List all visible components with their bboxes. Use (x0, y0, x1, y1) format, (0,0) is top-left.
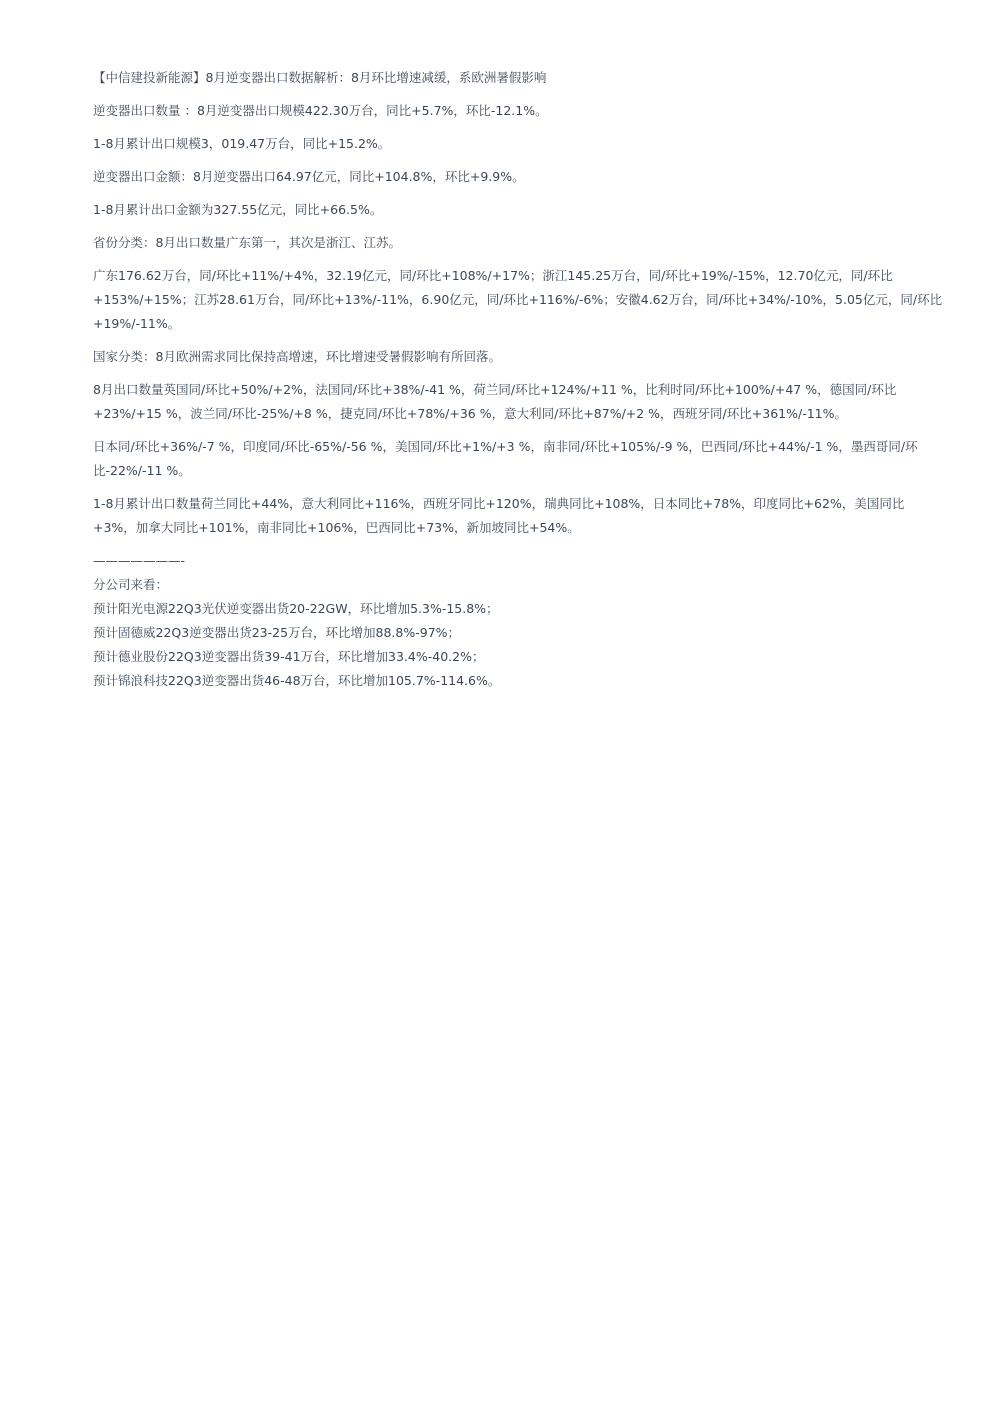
paragraph-cumulative-quantity: 1-8月累计出口规模3，019.47万台，同比+15.2%。 (93, 136, 391, 151)
paragraph-country-summary: 国家分类：8月欧洲需求同比保持高增速，环比增速受暑假影响有所回落。 (93, 349, 501, 364)
company-line-sungrow: 预计阳光电源22Q3光伏逆变器出货20-22GW，环比增加5.3%-15.8%； (93, 601, 499, 616)
company-line-ginlong: 预计锦浪科技22Q3逆变器出货46-48万台，环比增加105.7%-114.6%。 (93, 673, 501, 688)
company-line-deye: 预计德业股份22Q3逆变器出货39-41万台，环比增加33.4%-40.2%； (93, 649, 485, 664)
document-title: 【中信建投新能源】8月逆变器出口数据解析：8月环比增速减缓，系欧洲暑假影响 (93, 70, 547, 85)
company-heading: 分公司来看： (93, 577, 169, 592)
company-line-goodwe: 预计固德威22Q3逆变器出货23-25万台，环比增加88.8%-97%； (93, 625, 461, 640)
paragraph-export-value: 逆变器出口金额：8月逆变器出口64.97亿元，同比+104.8%，环比+9.9%。 (93, 169, 525, 184)
paragraph-europe-detail: 8月出口数量英国同/环比+50%/+2%，法国同/环比+38%/-41 %，荷兰同/环比+124%/+11 %，比利时同/环比+100%/+47 %，德国同/环比+23%/+15 %，波兰同/环比-25%/+8 %，捷克同/环比+78%/+36 %，意大利同/环比+87%/+2 %，西班牙同/环比+361%/-11%。 (93, 382, 897, 421)
section-divider: ———————- (93, 553, 186, 568)
document-body (93, 66, 943, 693)
paragraph-other-countries-detail: 日本同/环比+36%/-7 %，印度同/环比-65%/-56 %，美国同/环比+1%/+3 %，南非同/环比+105%/-9 %，巴西同/环比+44%/-1 %，墨西哥同/环比-22%/-11 %。 (93, 439, 918, 478)
paragraph-province-detail: 广东176.62万台，同/环比+11%/+4%，32.19亿元，同/环比+108%/+17%；浙江145.25万台，同/环比+19%/-15%，12.70亿元，同/环比+153%/+15%；江苏28.61万台，同/环比+13%/-11%，6.90亿元，同/环比+116%/-6%；安徽4.62万台，同/环比+34%/-10%，5.05亿元，同/环比+19%/-11%。 (93, 268, 943, 331)
paragraph-cumulative-countries: 1-8月累计出口数量荷兰同比+44%，意大利同比+116%，西班牙同比+120%，瑞典同比+108%，日本同比+78%，印度同比+62%，美国同比+3%，加拿大同比+101%，南非同比+106%，巴西同比+73%，新加坡同比+54%。 (93, 496, 905, 535)
paragraph-province-summary: 省份分类：8月出口数量广东第一，其次是浙江、江苏。 (93, 235, 401, 250)
paragraph-export-quantity: 逆变器出口数量 ：8月逆变器出口规模422.30万台，同比+5.7%，环比-12.1%。 (93, 103, 548, 118)
paragraph-cumulative-value: 1-8月累计出口金额为327.55亿元，同比+66.5%。 (93, 202, 383, 217)
